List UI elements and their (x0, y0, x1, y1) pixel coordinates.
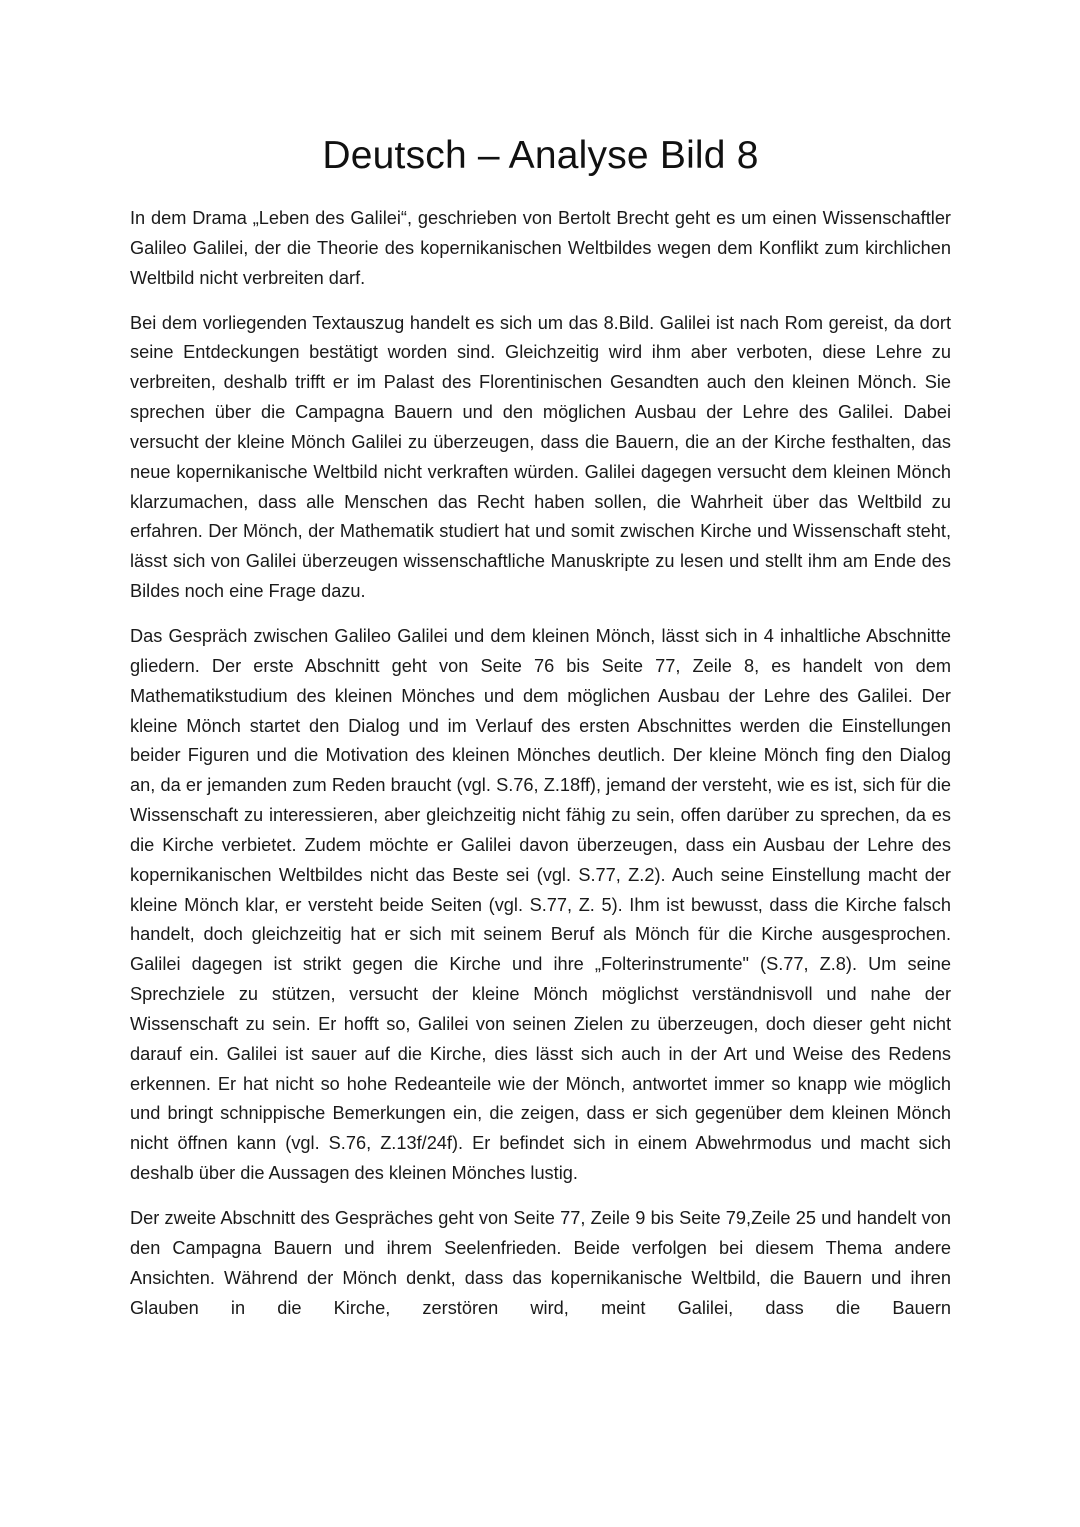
paragraph-summary: Bei dem vorliegenden Textauszug handelt es sich um das 8.Bild. Galilei ist nach Rom gereist, da dort seine Entdeckungen bestätigt worden sind. Gleichzeitig wird ihm aber verboten, diese Lehre zu verbreiten, deshalb trifft er im Palast des Florentinischen Gesandten auch den kleinen Mönch. Sie sprechen über die Campagna Bauern und den möglichen Ausbau der Lehre des Galilei. Dabei versucht der kleine Mönch Galilei zu überzeugen, dass die Bauern, die an der Kirche festhalten, das neue kopernikanische Weltbild nicht verkraften würden. Galilei dagegen versucht dem kleinen Mönch klarzumachen, dass alle Menschen das Recht haben sollen, die Wahrheit über das Weltbild zu erfahren. Der Mönch, der Mathematik studiert hat und somit zwischen Kirche und Wissenschaft steht, lässt sich von Galilei überzeugen wissenschaftliche Manuskripte zu lesen und stellt ihm am Ende des Bildes noch eine Frage dazu. (130, 312, 951, 602)
document-page (130, 128, 951, 1338)
document-title: Deutsch – Analyse Bild 8 (322, 134, 759, 177)
paragraph-section-one: Das Gespräch zwischen Galileo Galilei und dem kleinen Mönch, lässt sich in 4 inhaltliche Abschnitte gliedern. Der erste Abschnitt geht von Seite 76 bis Seite 77, Zeile 8, es handelt von dem Mathematikstudium des kleinen Mönches und dem möglichen Ausbau der Lehre des Galilei. Der kleine Mönch startet den Dialog und im Verlauf des ersten Abschnittes werden die Einstellungen beider Figuren und die Motivation des kleinen Mönches deutlich. Der kleine Mönch fing den Dialog an, da er jemanden zum Reden braucht (vgl. S.76, Z.18ff), jemand der versteht, wie es ist, sich für die Wissenschaft zu interessieren, aber gleichzeitig nicht fähig zu sein, offen darüber zu sprechen, da es die Kirche verbietet. Zudem möchte er Galilei davon überzeugen, dass ein Ausbau der Lehre des kopernikanischen Weltbildes nicht das Beste sei (vgl. S.77, Z.2). Auch seine Einstellung macht der kleine Mönch klar, er versteht beide Seiten (vgl. S.77, Z. 5). Ihm ist bewusst, dass die Kirche falsch handelt, doch gleichzeitig hat er sich mit seinem Beruf als Mönch für die Kirche ausgesprochen. Galilei dagegen ist strikt gegen die Kirche und ihre „Folterinstrumente" (S.77, Z.8). Um seine Sprechziele zu stützen, versucht der kleine Mönch möglichst verständnisvoll und nahe der Wissenschaft zu sein. Er hofft so, Galilei von seinen Zielen zu überzeugen, doch dieser geht nicht darauf ein. Galilei ist sauer auf die Kirche, dies lässt sich auch in der Art und Weise des Redens erkennen. Er hat nicht so hohe Redeanteile wie der Mönch, antwortet immer so knapp wie möglich und bringt schnippische Bemerkungen ein, die zeigen, dass er sich gegenüber dem kleinen Mönch nicht öffnen kann (vgl. S.76, Z.13f/24f). Er befindet sich in einem Abwehrmodus und macht sich deshalb über die Aussagen des kleinen Mönches lustig. (130, 625, 951, 1184)
paragraph-section-two: Der zweite Abschnitt des Gespräches geht von Seite 77, Zeile 9 bis Seite 79,Zeile 25 und handelt von den Campagna Bauern und ihrem Seelenfrieden. Beide verfolgen bei diesem Thema andere Ansichten. Während der Mönch denkt, dass das kopernikanische Weltbild, die Bauern und ihren Glauben in die Kirche, zerstören wird, meint Galilei, dass die Bauern (130, 1208, 951, 1318)
paragraph-introduction: In dem Drama „Leben des Galilei“, geschrieben von Bertolt Brecht geht es um einen Wissenschaftler Galileo Galilei, der die Theorie des kopernikanischen Weltbildes wegen dem Konflikt zum kirchlichen Weltbild nicht verbreiten darf. (130, 208, 951, 288)
